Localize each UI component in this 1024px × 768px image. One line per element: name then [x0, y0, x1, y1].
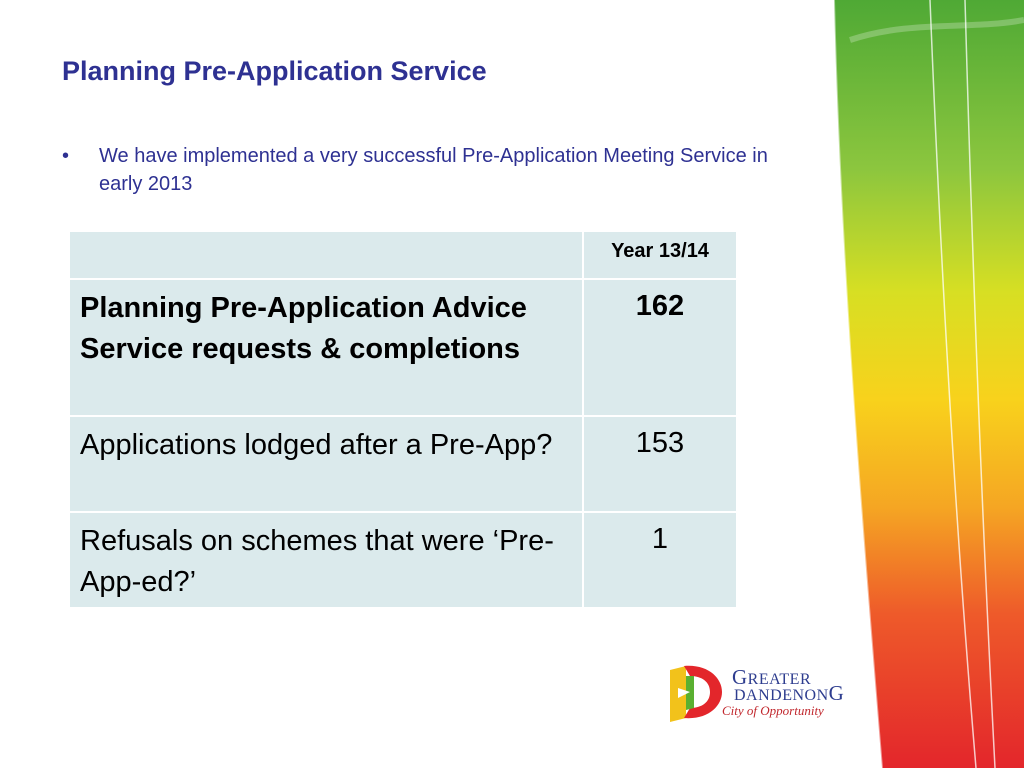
row-label: Refusals on schemes that were ‘Pre-App-ed?’: [69, 512, 583, 608]
logo-tagline: City of Opportunity: [722, 703, 824, 718]
row-value: 1: [583, 512, 737, 608]
decorative-color-band: [790, 0, 1024, 768]
bullet-text: We have implemented a very successful Pre-Application Meeting Service in early 2013: [99, 145, 768, 195]
bullet-list: [62, 142, 807, 198]
header-label-cell: [69, 231, 583, 279]
stats-table: [68, 230, 738, 609]
table-row: [69, 512, 737, 608]
logo-mark-icon: [670, 666, 722, 722]
row-value: 153: [583, 416, 737, 512]
row-label: Applications lodged after a Pre-App?: [69, 416, 583, 512]
bullet-marker: •: [62, 145, 70, 167]
slide-title: Planning Pre-Application Service: [62, 56, 487, 86]
row-label: Planning Pre-Application Advice Service requests & completions: [69, 279, 583, 416]
header-year-cell: Year 13/14: [583, 231, 737, 279]
logo-text-line1: GREATER: [732, 665, 812, 689]
bullet-item: [62, 142, 807, 198]
row-value: 162: [583, 279, 737, 416]
logo-text-line2: DANDENONG: [734, 681, 845, 705]
table-row: [69, 279, 737, 416]
table-header-row: [69, 231, 737, 279]
table-row: [69, 416, 737, 512]
greater-dandenong-logo: [664, 660, 864, 724]
